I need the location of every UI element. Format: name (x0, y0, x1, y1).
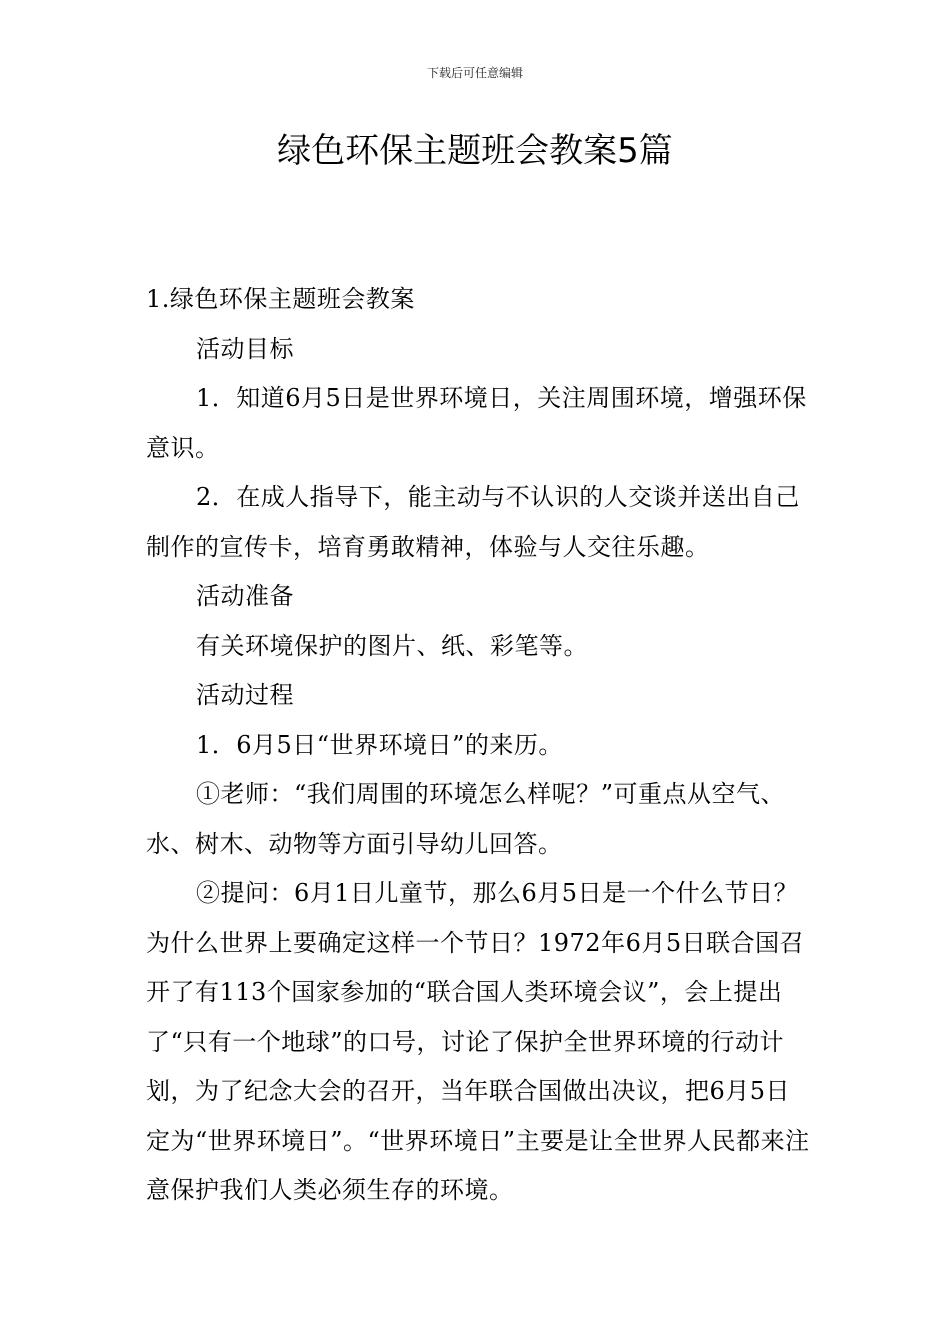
subheading-preparation: 活动准备 (196, 582, 294, 610)
section-heading: 1.绿色环保主题班会教案 (146, 285, 415, 313)
header-note: 下载后可任意编辑 (426, 66, 523, 80)
paragraph-process-1: 1．6月5日“世界环境日”的来历。 (196, 730, 563, 759)
paragraph-preparation: 有关环境保护的图片、纸、彩笔等。 (196, 631, 588, 660)
paragraph-goal-2: 2．在成人指导下，能主动与不认识的人交谈并送出自己制作的宣传卡，培育勇敢精神，体验与人交往乐趣。 (146, 483, 800, 561)
paragraph-goal-1: 1．知道6月5日是世界环境日，关注周围环境，增强环保意识。 (146, 384, 807, 462)
subheading-process: 活动过程 (196, 681, 294, 709)
subheading-goals: 活动目标 (196, 334, 294, 363)
paragraph-process-1b: ②提问：6月1日儿童节，那么6月5日是一个什么节日？为什么世界上要确定这样一个节日？1972年6月5日联合国召开了有113个国家参加的“联合国人类环境会议”，会上提出了“只有一个地球”的口号，讨论了保护全世界环境的行动计划，为了纪念大会的召开，当年联合国做出决议，把6月5日定为“世界环境日”。“世界环境日”主要是让全世界人民都来注意保护我们人类必须生存的环境。 (146, 879, 810, 1204)
document-title: 绿色环保主题班会教案5篇 (277, 131, 673, 171)
paragraph-process-1a: ①老师：“我们周围的环境怎么样呢？”可重点从空气、水、树木、动物等方面引导幼儿回答。 (146, 780, 786, 858)
document-body (146, 275, 810, 1216)
